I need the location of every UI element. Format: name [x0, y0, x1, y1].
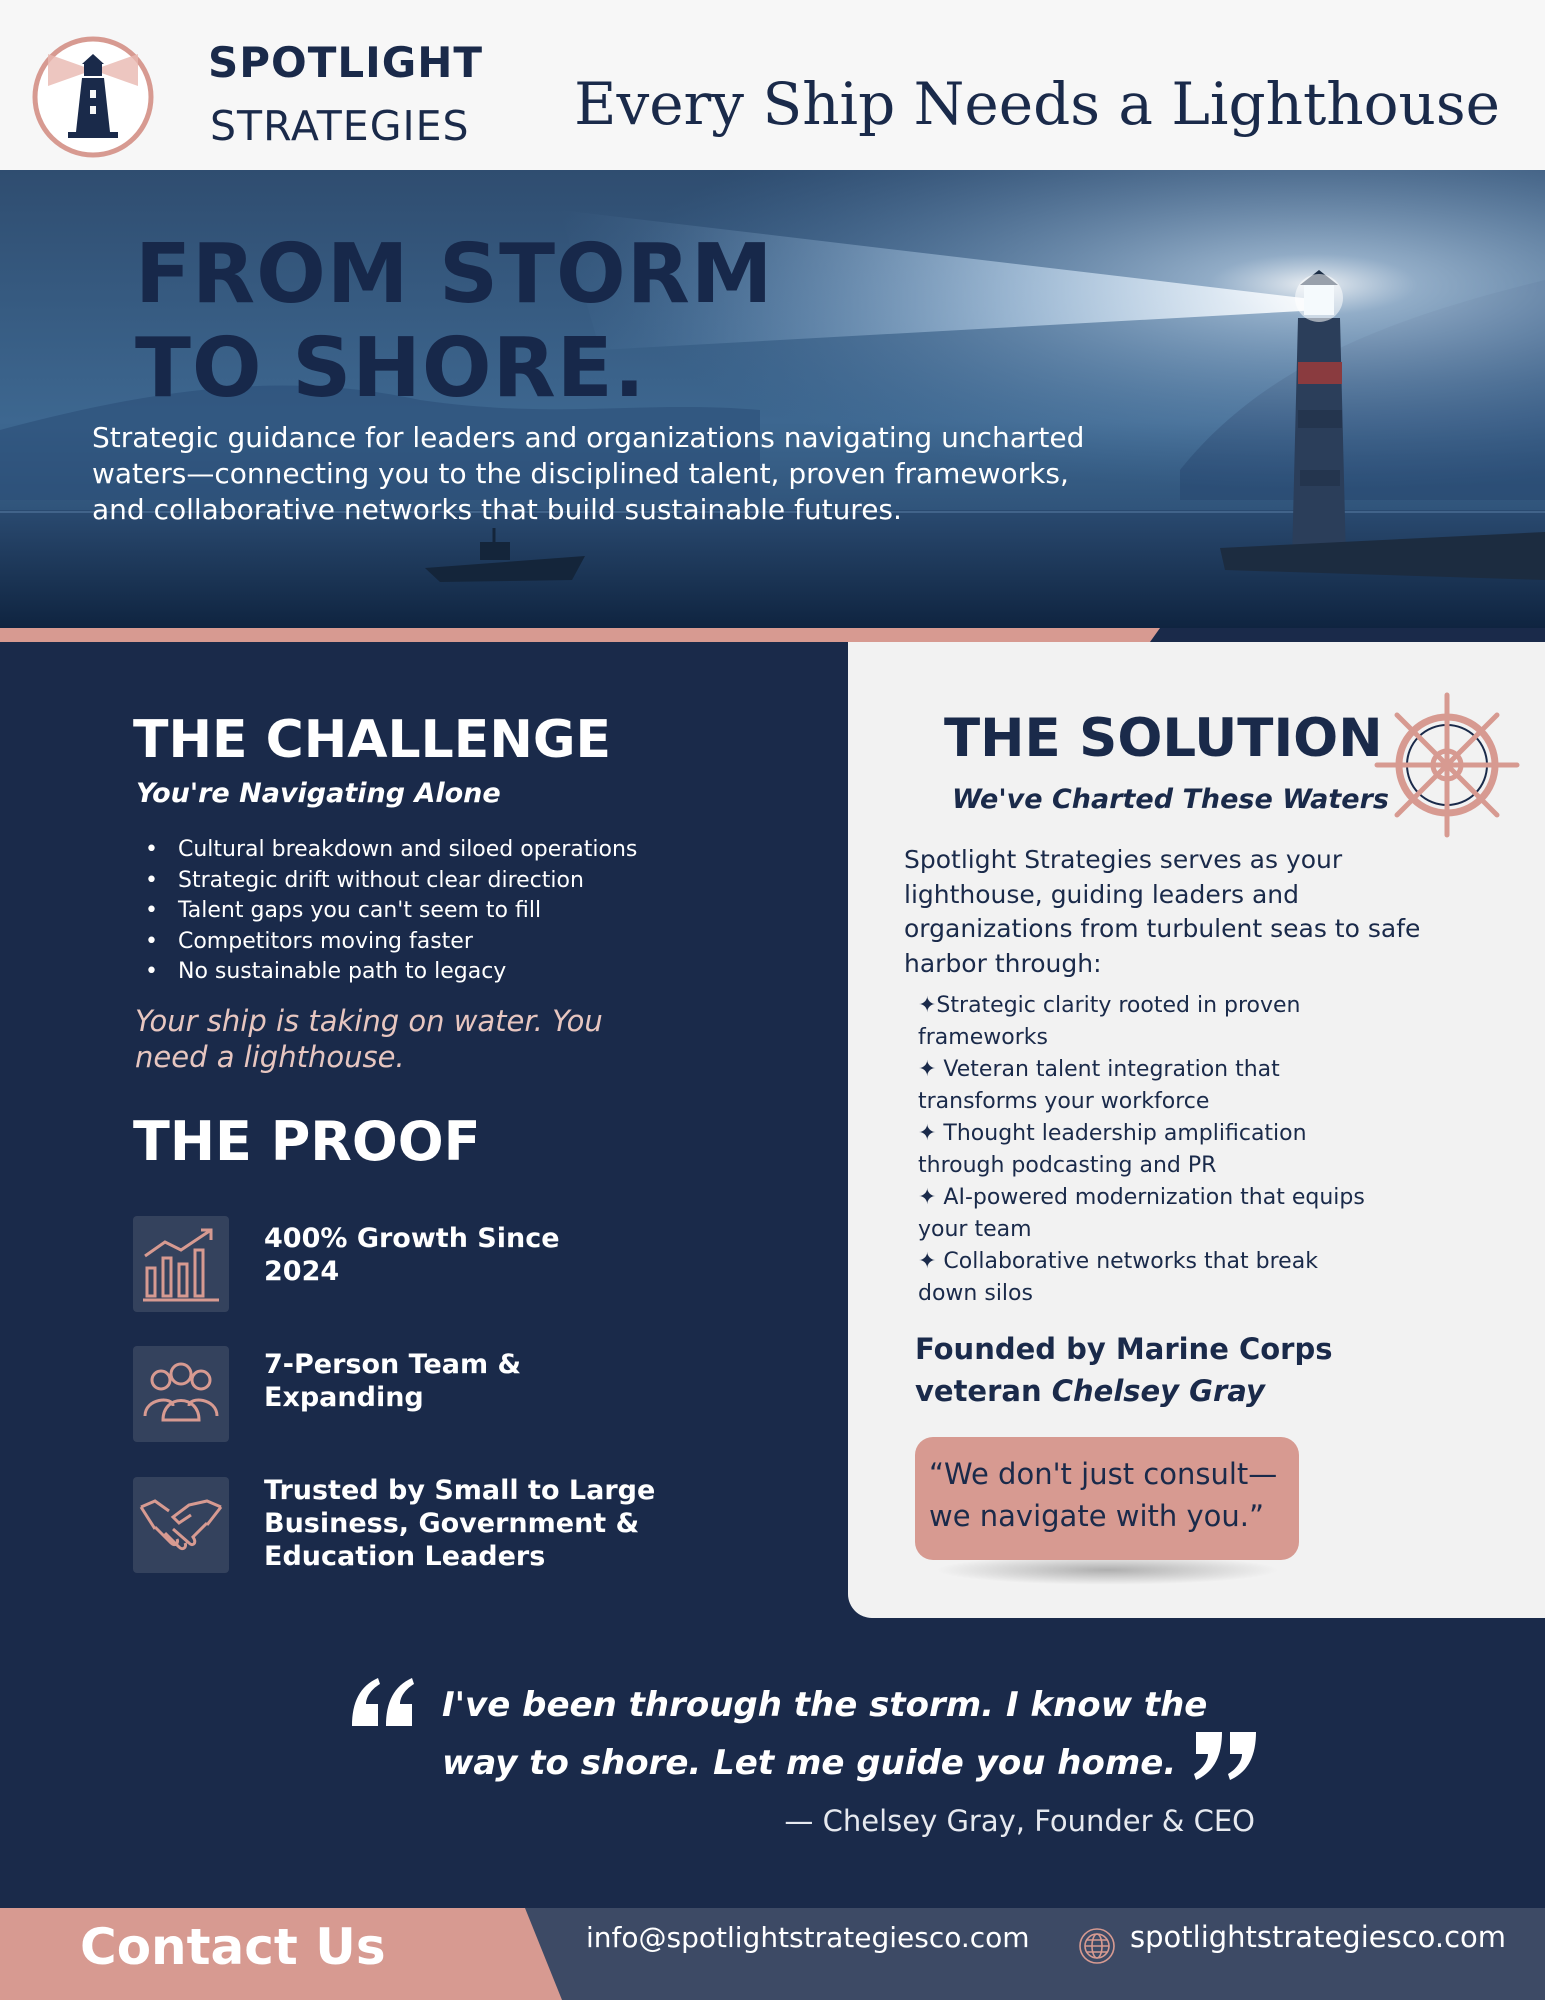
solution-intro	[904, 843, 1420, 981]
proof-line: Business, Government &	[264, 1508, 640, 1539]
solution-intro-line: lighthouse, guiding leaders and	[904, 879, 1300, 909]
founder-name: Chelsey Gray	[1051, 1374, 1265, 1408]
email-link[interactable]: info@spotlightstrategiesco.com	[586, 1921, 1030, 1954]
hero-subtitle-line: and collaborative networks that build sustainable futures.	[92, 493, 902, 526]
solution-list	[918, 990, 1365, 1310]
proof-line: Expanding	[264, 1382, 424, 1413]
list-item-line: your team	[918, 1217, 1032, 1242]
hero-title	[135, 228, 773, 416]
callout-quote-line: “We don't just consult—	[929, 1457, 1278, 1491]
handshake-icon	[133, 1477, 229, 1573]
solution-intro-line: organizations from turbulent seas to safe	[904, 914, 1421, 943]
founder-line2	[915, 1370, 1333, 1412]
list-item	[918, 990, 1365, 1054]
proof-item-trusted	[264, 1474, 655, 1573]
list-item: • Strategic drift without clear direction	[145, 866, 637, 897]
hero-subtitle-line: Strategic guidance for leaders and organizations navigating uncharted	[92, 421, 1085, 454]
list-item-line: ✦ Collaborative networks that break	[918, 1249, 1318, 1274]
hero-subtitle	[92, 420, 1122, 528]
list-item-line: transforms your workforce	[918, 1089, 1210, 1114]
brand-name-line1: SPOTLIGHT	[208, 38, 484, 87]
contact-us-label: Contact Us	[80, 1918, 386, 1976]
testimonial-line: way to shore. Let me guide you home.	[442, 1743, 1177, 1783]
coral-divider	[0, 628, 1160, 642]
header	[0, 0, 1545, 170]
proof-item-team	[264, 1348, 521, 1414]
proof-item-growth	[264, 1222, 560, 1288]
growth-chart-icon	[133, 1216, 229, 1312]
challenge-closing-line: need a lighthouse.	[135, 1040, 405, 1074]
proof-heading: THE PROOF	[133, 1110, 481, 1173]
testimonial-quote	[442, 1676, 1207, 1792]
challenge-closing	[135, 1003, 695, 1075]
proof-line: 400% Growth Since	[264, 1223, 560, 1254]
tagline: Every Ship Needs a Lighthouse	[574, 70, 1500, 138]
proof-line: Trusted by Small to Large	[264, 1475, 656, 1506]
callout-quote-line: we navigate with you.”	[929, 1499, 1265, 1533]
challenge-heading: THE CHALLENGE	[133, 710, 612, 770]
team-icon	[133, 1346, 229, 1442]
challenge-closing-line: Your ship is taking on water. You	[135, 1004, 603, 1038]
list-item: • No sustainable path to legacy	[145, 957, 637, 988]
challenge-list	[145, 835, 637, 988]
globe-icon	[1078, 1927, 1116, 1965]
testimonial-line: I've been through the storm. I know the	[442, 1685, 1208, 1725]
hero-banner	[0, 170, 1545, 628]
solution-intro-line: harbor through:	[904, 948, 1102, 978]
founder-prefix: veteran	[915, 1374, 1052, 1408]
solution-intro-line: Spotlight Strategies serves as your	[904, 845, 1343, 874]
lighthouse-logo-icon	[30, 34, 156, 160]
ship-wheel-icon	[1372, 690, 1522, 840]
list-item-line: ✦ AI-powered modernization that equips	[918, 1185, 1365, 1210]
list-item-line: frameworks	[918, 1025, 1048, 1050]
list-item: • Competitors moving faster	[145, 927, 637, 958]
list-item	[918, 1182, 1365, 1246]
list-item-line: through podcasting and PR	[918, 1153, 1217, 1178]
list-item-line: ✦ Thought leadership amplification	[918, 1121, 1307, 1146]
challenge-subheading: You're Navigating Alone	[136, 778, 501, 809]
brand-name-line2: STRATEGIES	[210, 102, 470, 150]
proof-line: 2024	[264, 1256, 340, 1287]
list-item: • Talent gaps you can't seem to fill	[145, 896, 637, 927]
open-quote-icon	[348, 1672, 418, 1732]
hero-title-line2: TO SHORE.	[135, 321, 646, 416]
testimonial-attribution: — Chelsey Gray, Founder & CEO	[784, 1804, 1255, 1838]
hero-subtitle-line: waters—connecting you to the disciplined talent, proven frameworks,	[92, 457, 1069, 490]
website-link[interactable]: spotlightstrategiesco.com	[1130, 1920, 1507, 1954]
callout-quote	[915, 1437, 1299, 1560]
list-item-line: ✦Strategic clarity rooted in proven	[918, 993, 1301, 1018]
list-item	[918, 1246, 1365, 1310]
proof-line: Education Leaders	[264, 1541, 546, 1572]
list-item	[918, 1118, 1365, 1182]
list-item	[918, 1054, 1365, 1118]
hero-title-line1: FROM STORM	[135, 227, 774, 322]
solution-heading: THE SOLUTION	[944, 708, 1383, 769]
list-item: • Cultural breakdown and siloed operations	[145, 835, 637, 866]
founder-statement	[915, 1328, 1333, 1412]
list-item-line: down silos	[918, 1281, 1033, 1306]
solution-subheading: We've Charted These Waters	[952, 784, 1389, 815]
proof-line: 7-Person Team &	[264, 1349, 522, 1380]
founder-line1: Founded by Marine Corps	[915, 1332, 1333, 1366]
list-item-line: ✦ Veteran talent integration that	[918, 1057, 1280, 1082]
